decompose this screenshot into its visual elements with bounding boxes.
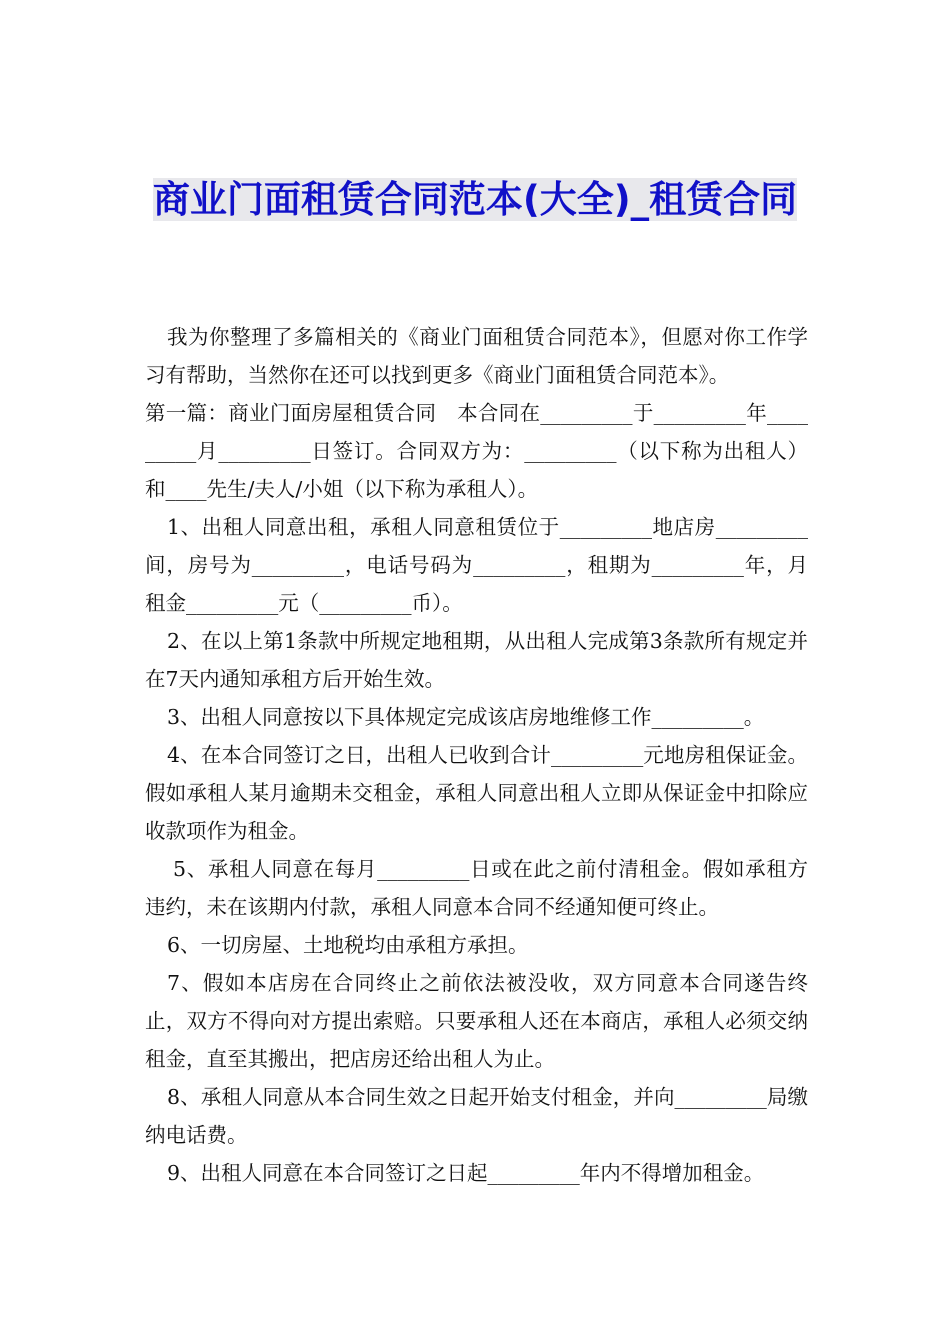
- clause-5: 5、承租人同意在每月_________日或在此之前付清租金。假如承租方违约，未在该期内付款，承租人同意本合同不经通知便可终止。: [145, 857, 808, 919]
- clause-9: 9、出租人同意在本合同签订之日起_________年内不得增加租金。: [167, 1161, 765, 1185]
- clause-3: 3、出租人同意按以下具体规定完成该店房地维修工作_________。: [167, 705, 765, 729]
- clause-4: 4、在本合同签订之日，出租人已收到合计_________元地房租保证金。假如承租人某月逾期未交租金，承租人同意出租人立即从保证金中扣除应收款项作为租金。: [145, 743, 808, 843]
- document-title-text: 商业门面租赁合同范本(大全)_租赁合同: [152, 178, 798, 221]
- clause-2: 2、在以上第1条款中所规定地租期，从出租人完成第3条款所有规定并在7天内通知承租方后开始生效。: [145, 629, 808, 691]
- intro-paragraph: 我为你整理了多篇相关的《商业门面租赁合同范本》，但愿对你工作学习有帮助，当然你在还可以找到更多《商业门面租赁合同范本》。: [145, 325, 808, 387]
- clause-6: 6、一切房屋、土地税均由承租方承担。: [167, 933, 529, 957]
- clause-1: 1、出租人同意出租，承租人同意租赁位于_________地店房_________间，房号为_________，电话号码为_________，租期为_________年，月租金_________元（_________币）。: [145, 515, 808, 615]
- document-body: [145, 318, 808, 1192]
- clause-7: 7、假如本店房在合同终止之前依法被没收，双方同意本合同遂告终止，双方不得向对方提出索赔。只要承租人还在本商店，承租人必须交纳租金，直至其搬出，把店房还给出租人为止。: [145, 971, 808, 1071]
- contract-heading-paragraph: 第一篇：商业门面房屋租赁合同 本合同在_________于_________年_________月_________日签订。合同双方为：_________（以下称为出租人）和____先生/夫人/小姐（以下称为承租人）。: [145, 401, 808, 501]
- document-title: [145, 172, 805, 228]
- clause-8: 8、承租人同意从本合同生效之日起开始支付租金，并向_________局缴纳电话费。: [145, 1085, 808, 1147]
